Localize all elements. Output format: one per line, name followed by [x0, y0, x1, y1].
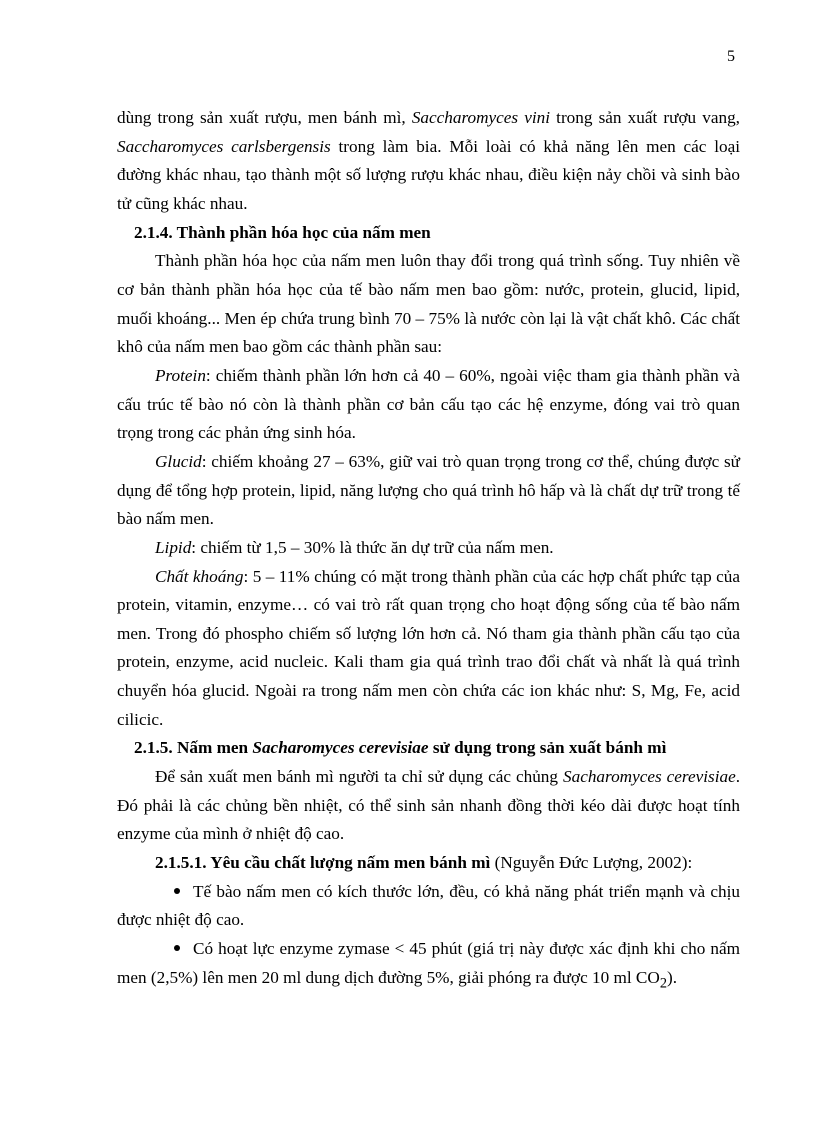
document-body	[117, 104, 740, 998]
species-name: Saccharomyces vini	[411, 108, 551, 127]
term-glucid: Glucid	[155, 451, 202, 471]
section-heading-2-1-4: 2.1.4. Thành phần hóa học của nấm men	[134, 222, 431, 242]
paragraph-intro: dùng trong sản xuất rượu, men bánh mì, Saccharomyces vini trong sản xuất rượu vang, Saccharomyces carlsbergensis trong làm bia. Mỗi loài có khả năng lên men các loại đường khác nhau, tạo thành một số lượng rượu khác nhau, điều kiện nảy chồi và sinh bào tử cũng khác nhau.	[117, 108, 740, 213]
paragraph-bread-yeast: Để sản xuất men bánh mì người ta chỉ sử dụng các chủng Sacharomyces cerevisiae. Đó phải là các chủng bền nhiệt, có thể sinh sản nhanh đồng thời kéo dài được hoạt tính enzyme của mình ở nhiệt độ cao.	[117, 767, 740, 844]
paragraph-glucid: Glucid: chiếm khoảng 27 – 63%, giữ vai trò quan trọng trong cơ thể, chúng được sử dụng để tổng hợp protein, lipid, năng lượng cho quá trình hô hấp và là chất dự trữ trong tế bào nấm men.	[117, 451, 740, 529]
paragraph-protein: Protein: chiếm thành phần lớn hơn cả 40 – 60%, ngoài việc tham gia thành phần và cấu trúc tế bào nó còn là thành phần cơ bản cấu tạo các hệ enzyme, đóng vai trò quan trọng trong các phản ứng sinh hóa.	[117, 365, 740, 443]
bullet-icon	[174, 945, 180, 951]
species-name: Sacharomyces cerevisiae	[563, 767, 736, 787]
term-lipid: Lipid	[155, 537, 192, 557]
paragraph-lipid: Lipid: chiếm từ 1,5 – 30% là thức ăn dự trữ của nấm men.	[155, 537, 554, 557]
species-name: Saccharomyces carlsbergensis	[117, 136, 331, 156]
bullet-icon	[174, 888, 180, 894]
list-item: Tế bào nấm men có kích thước lớn, đều, có khả năng phát triển mạnh và chịu được nhiệt độ cao.	[117, 881, 740, 930]
term-protein: Protein	[155, 365, 206, 385]
list-item: Có hoạt lực enzyme zymase < 45 phút (giá trị này được xác định khi cho nấm men (2,5%) lên men 20 ml dung dịch đường 5%, giải phóng ra được 10 ml $CO_2$).	[117, 939, 740, 992]
section-heading-2-1-5: 2.1.5. Nấm men Sacharomyces cerevisiae sử dụng trong sản xuất bánh mì	[134, 738, 667, 758]
paragraph-composition: Thành phần hóa học của nấm men luôn thay đổi trong quá trình sống. Tuy nhiên về cơ bản thành phần hóa học của tế bào nấm men bao gồm: nước, protein, glucid, lipid, muối khoáng... Men ép chứa trung bình 70 – 75% là nước còn lại là vật chất khô. Các chất khô của nấm men bao gồm các thành phần sau:	[117, 251, 740, 357]
term-minerals: Chất khoáng	[155, 566, 244, 586]
paragraph-minerals: Chất khoáng: 5 – 11% chúng có mặt trong thành phần của các hợp chất phức tạp của protein, vitamin, enzyme… có vai trò rất quan trọng cho hoạt động sống của tế bào nấm men. Trong đó phospho chiếm số lượng lớn hơn cả. Nó tham gia thành phần cấu tạo của protein, enzyme, acid nucleic. Kali tham gia quá trình trao đổi chất và nhất là quá trình chuyển hóa glucid. Ngoài ra trong nấm men còn chứa các ion khác như: S, Mg, Fe, acid cilicic.	[117, 566, 740, 729]
section-heading-2-1-5-1: 2.1.5.1. Yêu cầu chất lượng nấm men bánh mì (Nguyễn Đức Lượng, 2002):	[155, 853, 693, 873]
page-number: 5	[727, 48, 735, 65]
